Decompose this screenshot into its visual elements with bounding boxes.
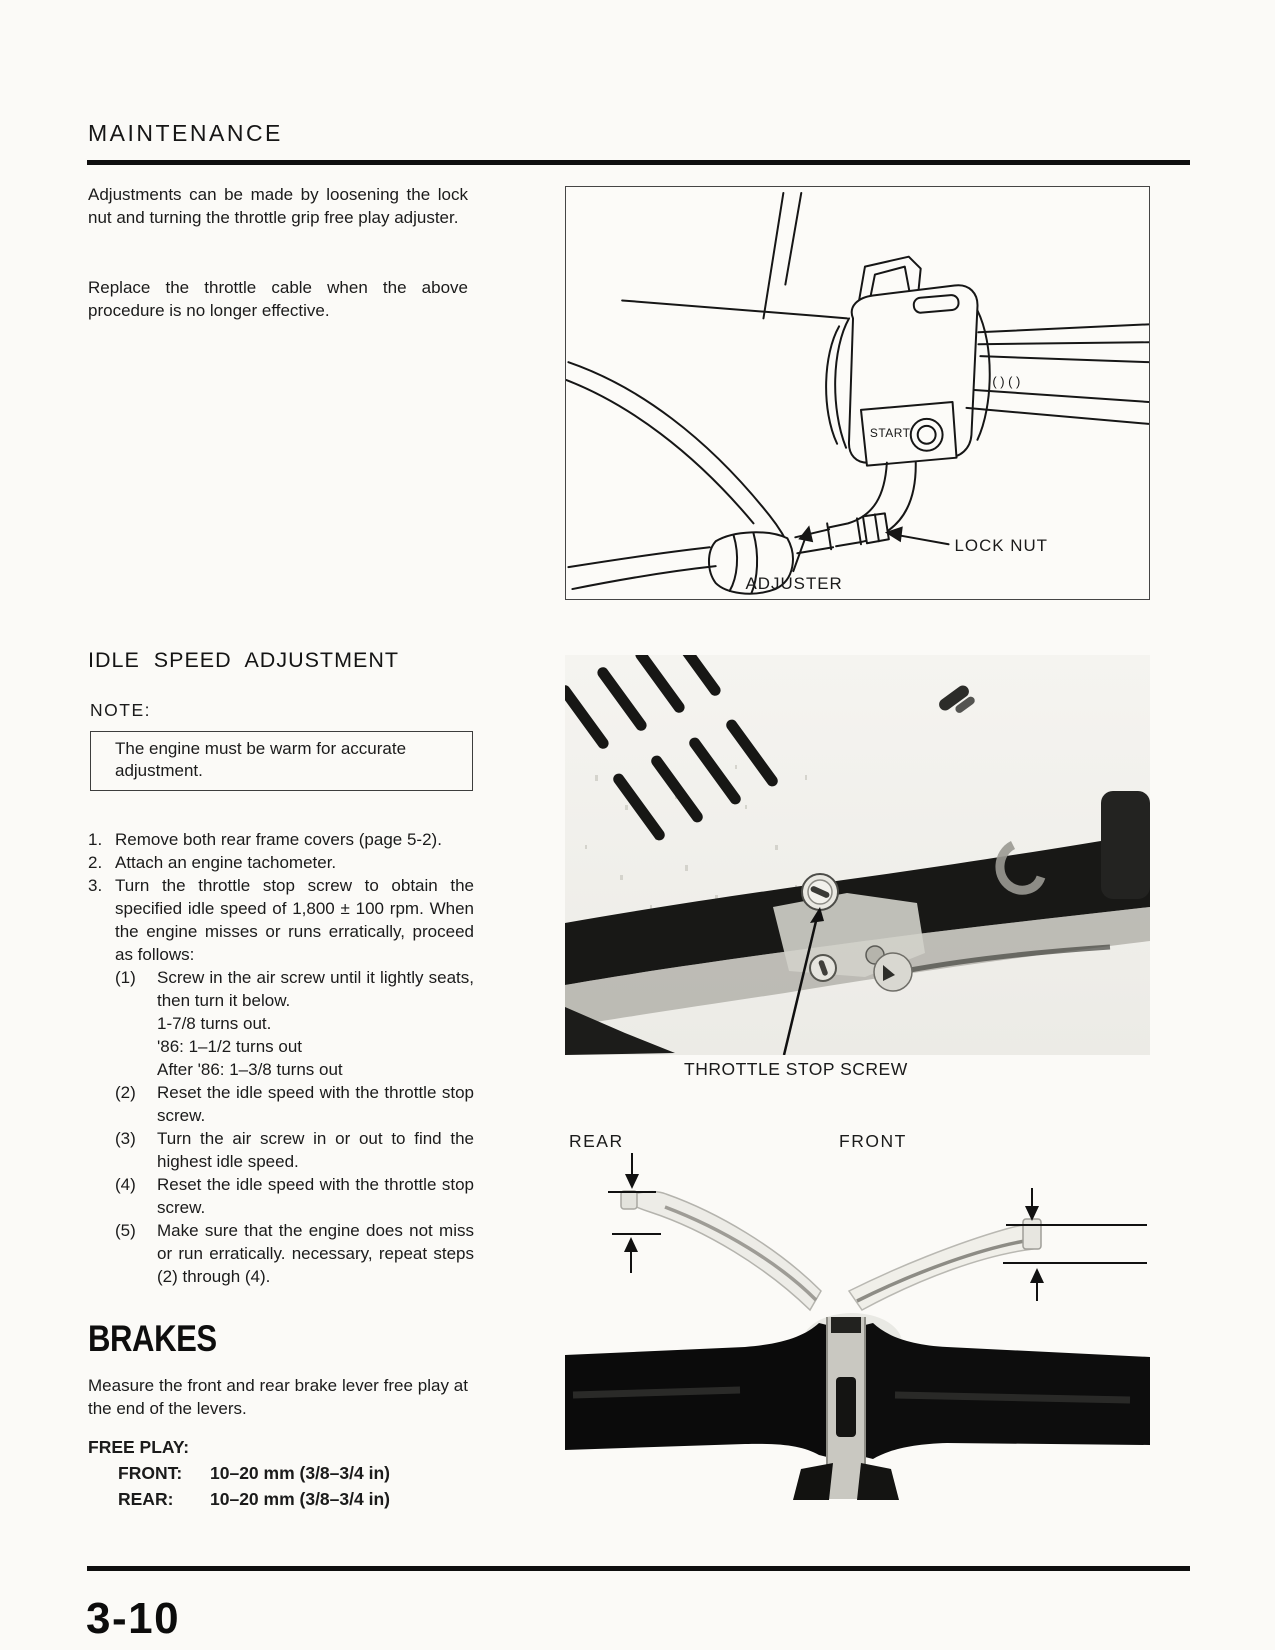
idle-speed-title: IDLE SPEED ADJUSTMENT [88, 648, 399, 672]
lock-nut-leader-line [899, 535, 949, 544]
throttle-stop-screw-caption: THROTTLE STOP SCREW [684, 1059, 908, 1079]
turn-specs [157, 1012, 474, 1081]
substep-text: Turn the air screw in or out to find the highest idle speed. [157, 1129, 474, 1171]
spec-label: REAR: [118, 1489, 174, 1509]
throttle-stop-screw-photo [565, 655, 1150, 1055]
rear-label: REAR [569, 1131, 624, 1151]
brakes-title: BRAKES [88, 1318, 217, 1359]
substep-text: Reset the idle speed with the throttle stop screw. [157, 1175, 474, 1217]
header-rule [87, 160, 1190, 165]
note-label: NOTE: [90, 700, 151, 720]
handlebar-marks: ( ) ( ) [992, 374, 1021, 390]
substep-number: (5) [115, 1221, 136, 1240]
figure-throttle-stop-screw [565, 655, 1150, 1055]
throttle-cable-drawing [566, 187, 1149, 599]
note-box [90, 731, 473, 791]
idle-steps-list [88, 828, 474, 1288]
front-label: FRONT [839, 1131, 907, 1151]
spec-row-rear [118, 1486, 390, 1512]
throttle-paragraph-2: Replace the throttle cable when the above procedure is no longer effective. [88, 278, 468, 320]
step-number: 2. [88, 853, 103, 872]
page-header-title: MAINTENANCE [88, 120, 283, 146]
footer-rule [87, 1566, 1190, 1571]
lock-nut-label: LOCK NUT [954, 536, 1048, 556]
substep-number: (3) [115, 1129, 136, 1148]
spec-label: FRONT: [118, 1463, 183, 1483]
throttle-paragraph-1: Adjustments can be made by loosening the lock nut and turning the throttle grip free play adjuster. [88, 185, 468, 227]
free-play-spec-block [88, 1434, 390, 1512]
page-number: 3-10 [86, 1594, 181, 1643]
substep-item [115, 1173, 474, 1219]
frame-member [1101, 791, 1150, 899]
adjuster-label: ADJUSTER [745, 574, 843, 594]
brake-lever-photo [565, 1095, 1150, 1500]
throttle-housing-illustration [566, 193, 1148, 594]
substep-item [115, 1219, 474, 1288]
figure-brake-levers [565, 1095, 1150, 1500]
adjuster-leader-line [793, 535, 806, 571]
brakes-paragraph: Measure the front and rear brake lever free play at the end of the levers. [88, 1376, 468, 1418]
step-number: 1. [88, 830, 103, 849]
step-item [88, 874, 474, 966]
substep-text: Screw in the air screw until it lightly seats, then turn it below. [157, 968, 474, 1010]
turn-spec-line: After '86: 1–3/8 turns out [157, 1060, 343, 1079]
step-text: Attach an engine tachometer. [115, 853, 337, 872]
spec-row-front [118, 1460, 390, 1486]
start-button-label: START [869, 425, 911, 440]
free-play-label: FREE PLAY: [88, 1437, 190, 1457]
note-text: The engine must be warm for accurate adjustment. [115, 739, 407, 780]
adjuster-arrow-icon [798, 525, 813, 542]
step-item [88, 851, 474, 874]
step-text: Remove both rear frame covers (page 5-2). [115, 830, 442, 849]
air-screw-head [810, 955, 836, 981]
spec-value: 10–20 mm (3/8–3/4 in) [210, 1463, 390, 1483]
cable-end-knob [874, 953, 912, 991]
substep-item [115, 1081, 474, 1127]
substep-number: (2) [115, 1083, 136, 1102]
substep-text: Reset the idle speed with the throttle stop screw. [157, 1083, 474, 1125]
step-item [88, 828, 474, 851]
throttle-stop-screw-head [802, 874, 838, 910]
step-number: 3. [88, 876, 103, 895]
substep-item [115, 966, 474, 1012]
spec-value: 10–20 mm (3/8–3/4 in) [210, 1489, 390, 1509]
substep-item [115, 1127, 474, 1173]
step-text: Turn the throttle stop screw to obtain the specified idle speed of 1,800 ± 100 rpm. When the engine misses or runs erratically, proceed as follows: [115, 876, 474, 964]
substep-text: Make sure that the engine does not miss or run erratically. necessary, repeat steps (2) through (4). [157, 1221, 474, 1286]
turn-spec-line: 1-7/8 turns out. [157, 1014, 272, 1033]
substep-number: (4) [115, 1175, 136, 1194]
figure-throttle-cable [565, 186, 1150, 600]
substep-number: (1) [115, 968, 136, 987]
turn-spec-line: '86: 1–1/2 turns out [157, 1037, 303, 1056]
